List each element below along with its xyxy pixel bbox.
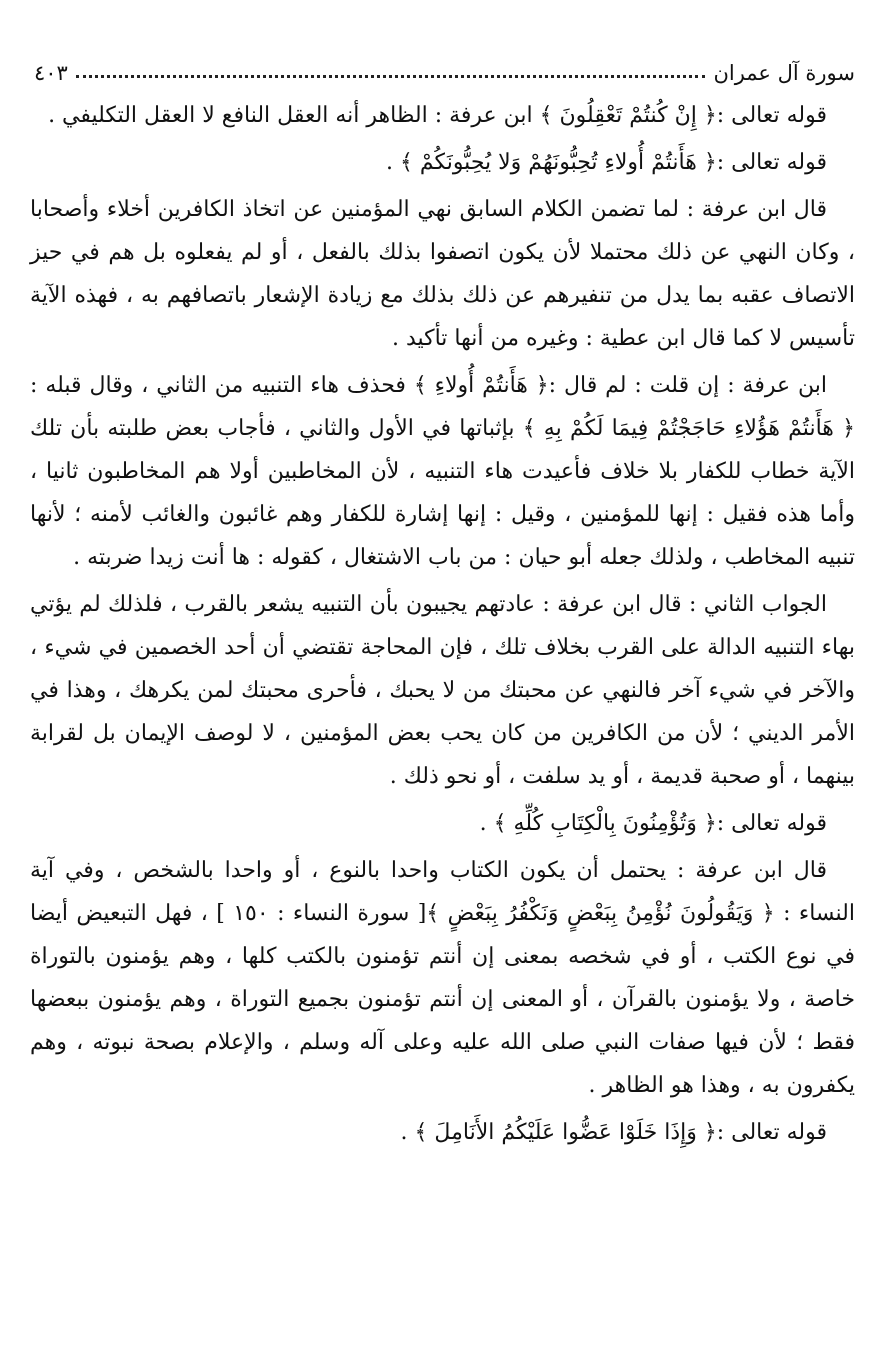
paragraph-2: قوله تعالى :﴿ هَأَنتُمْ أُولاءِ تُحِبُّونَهُمْ وَلا يُحِبُّونَكُمْ ﴾ . [386, 150, 827, 175]
paragraph-4: ابن عرفة : إن قلت : لم قال :﴿ هَأَنتُمْ أُولاءِ ﴾ فحذف هاء التنبيه من الثاني ، وقال قبله : ﴿ هَأَنتُمْ هَؤُلاءِ حَاجَجْتُمْ فِيمَا لَكُمْ بِهِ ﴾ بإثباتها في الأول والثاني ، فأجاب بعض طلبته بأن تلك الآية خطاب للكفار بلا خلاف فأعيدت هاء التنبيه ، لأن المخاطبين أولا هم المخاطبون ثانيا ، وأما هذه فقيل : إنها للمؤمنين ، وقيل : إنها إشارة للكفار وهم غائبون والغائب لأمنه ؛ لأنها تنبيه المخاطب ، ولذلك جعله أبو حيان : من باب الاشتغال ، كقوله : ها أنت زيدا ضربته . [30, 373, 855, 570]
surah-title: سورة آل عمران [713, 61, 855, 85]
paragraph-1: قوله تعالى :﴿ إِنْ كُنتُمْ تَعْقِلُونَ ﴾ ابن عرفة : الظاهر أنه العقل النافع لا العقل التكليفي . [48, 103, 827, 128]
paragraph-5: الجواب الثاني : قال ابن عرفة : عادتهم يجيبون بأن التنبيه يشعر بالقرب ، فلذلك لم يؤتي بهاء التنبيه الدالة على القرب بخلاف تلك ، فإن المحاجة تقتضي أن أحد الخصمين في شيء ، والآخر في شيء آخر فالنهي عن محبتك من لا يحبك ، فأحرى محبتك لمن يكرهك ، وهذا في الأمر الديني ؛ لأن من الكافرين من كان يحب بعض المؤمنين ، لا لوصف الإيمان بل لقرابة بينهما ، أو صحبة قديمة ، أو يد سلفت ، أو نحو ذلك . [30, 592, 855, 789]
paragraph-8: قوله تعالى :﴿ وَإِذَا خَلَوْا عَضُّوا عَلَيْكُمُ الأَنَامِلَ ﴾ . [400, 1120, 827, 1145]
paragraph-3: قال ابن عرفة : لما تضمن الكلام السابق نهي المؤمنين عن اتخاذ الكافرين أخلاء وأصحابا ، وكان النهي عن ذلك محتملا لأن يكون اتصفوا بذلك بالفعل ، أو لم يفعلوه بل هم في حيز الاتصاف عقبه بما يدل من تنفيرهم عن ذلك بذلك مع زيادة الإشعار باتصافهم به ، فهذه الآية تأسيس لا كما قال ابن عطية : وغيره من أنها تأكيد . [30, 197, 855, 351]
page-number: ٤٠٣ [34, 61, 68, 85]
paragraph-6: قوله تعالى :﴿ وَتُؤْمِنُونَ بِالْكِتَابِ كُلِّهِ ﴾ . [479, 811, 827, 836]
book-page [30, 48, 855, 1154]
paragraph-7: قال ابن عرفة : يحتمل أن يكون الكتاب واحدا بالنوع ، أو واحدا بالشخص ، وفي آية النساء : ﴿ وَيَقُولُونَ نُؤْمِنُ بِبَعْضٍ وَنَكْفُرُ بِبَعْضٍ ﴾[ سورة النساء : ١٥٠ ] ، فهل التبعيض أيضا في نوع الكتب ، أو في شخصه بمعنى إن أنتم تؤمنون بالكتب كلها ، وهم يؤمنون بالتوراة خاصة ، ولا يؤمنون بالقرآن ، أو المعنى إن أنتم تؤمنون بجميع التوراة ، وهم يؤمنون ببعضها فقط ؛ لأن فيها صفات النبي صلى الله عليه وعلى آله وسلم ، والإعلام بصحة نبوته ، وهم يكفرون به ، وهذا هو الظاهر . [30, 858, 855, 1098]
page-header [30, 48, 855, 84]
header-dotted-leader [76, 75, 706, 78]
